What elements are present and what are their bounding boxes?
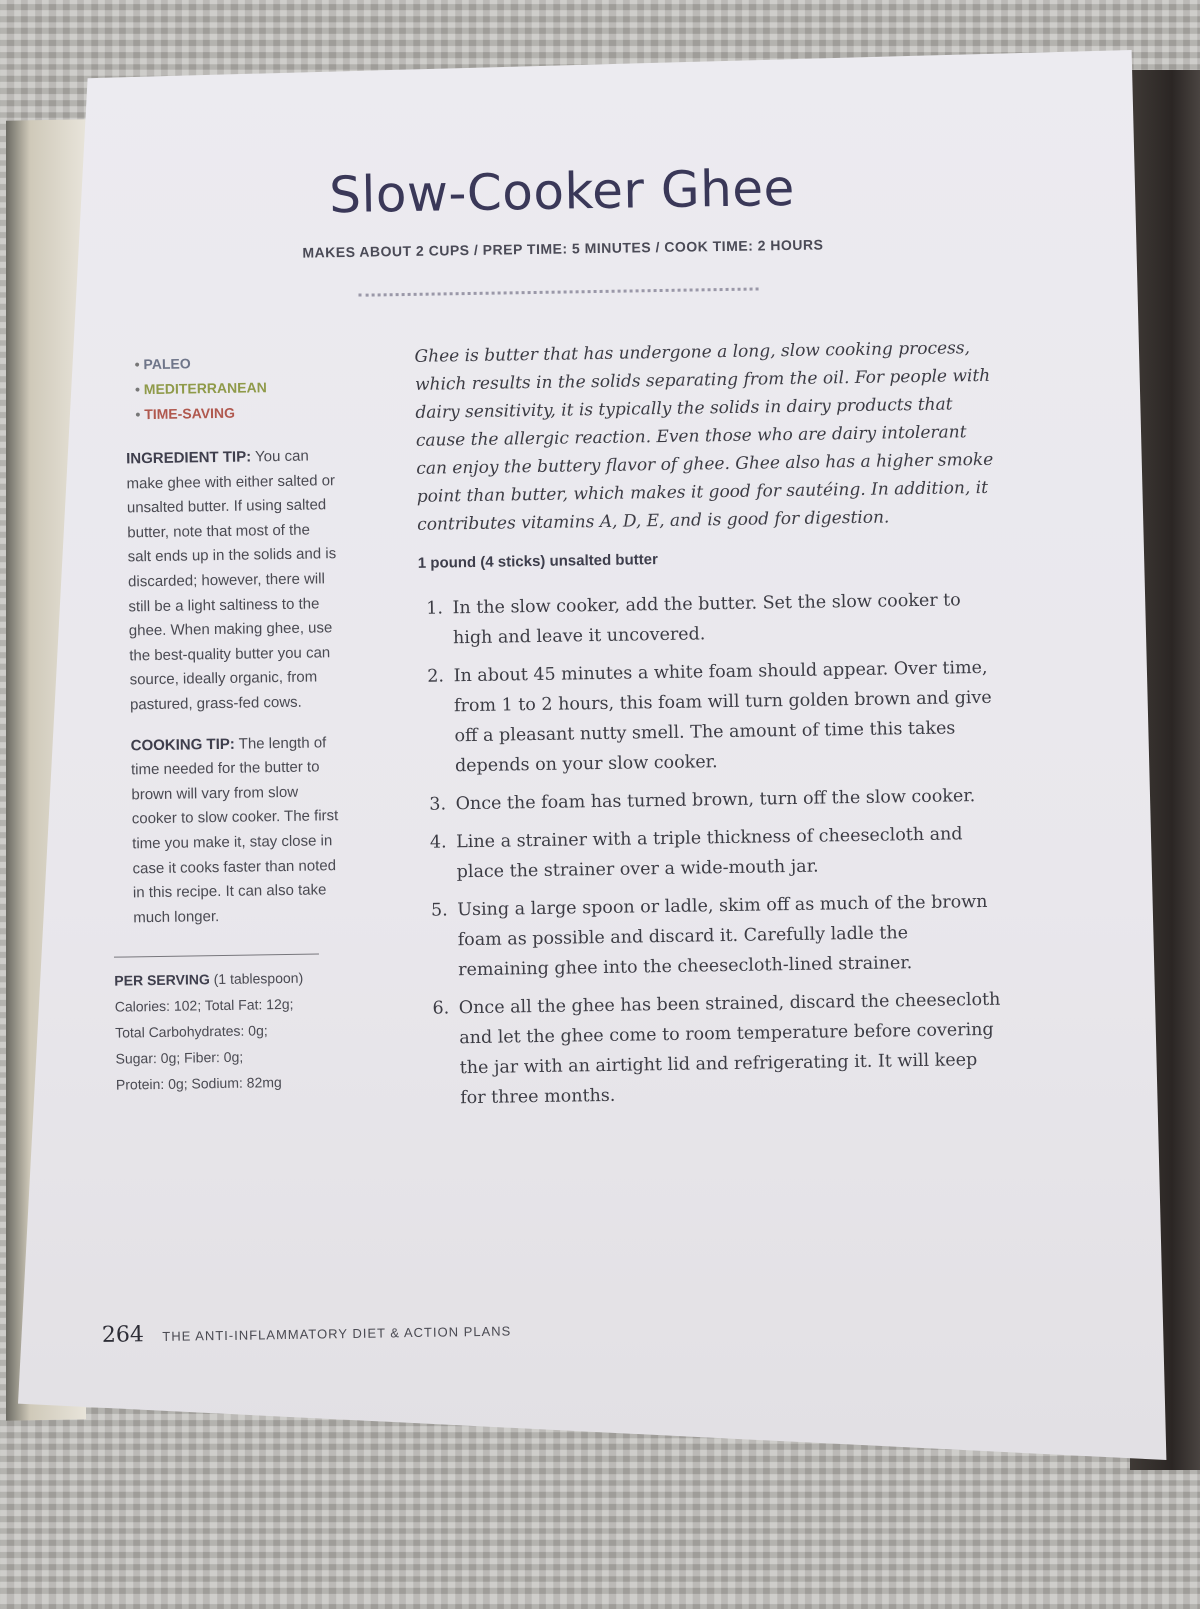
step-item: 1. In the slow cooker, add the butter. Set the slow cooker to high and leave it uncovered.: [448, 585, 999, 654]
step-item: 5. Using a large spoon or ladle, skim off as much of the brown foam as possible and discard it. Carefully ladle the remaining ghee into the cheesecloth-lined strainer.: [453, 887, 1004, 986]
per-serving-label: PER SERVING: [114, 971, 210, 989]
nutrition-line: Calories: 102; Total Fat: 12g;: [114, 996, 294, 1015]
cooking-tip-text: The length of time needed for the butter to brown will vary from slow cooker to slow cooker. The first time you make it, stay close in case it cooks faster than noted in this recipe. It can also take much longer.: [130, 733, 339, 927]
sidebar: [104, 349, 346, 1098]
book-title: THE ANTI-INFLAMMATORY DIET & ACTION PLANS: [162, 1323, 512, 1344]
ingredient-line: 1 pound (4 sticks) unsalted butter: [417, 551, 658, 572]
cooking-tip-label: COOKING TIP:: [130, 735, 235, 754]
ingredient-tip-text: You can make ghee with either salted or unsalted butter. If using salted butter, note that most of the salt ends up in the solids and is discarded; however, there will still be a light saltiness to the ghee. When making ghee, use the best-quality butter you can source, ideally organic, from pastured, grass-fed cows.: [126, 447, 337, 714]
ingredient-tip: [126, 444, 340, 718]
recipe-body: [414, 334, 1006, 1122]
cooking-tip: [130, 731, 343, 931]
step-item: 3. Once the foam has turned brown, turn off the slow cooker.: [451, 781, 1001, 820]
dotted-divider: [359, 287, 759, 296]
nutrition-header: [114, 964, 344, 994]
serving-size: (1 tablespoon): [213, 969, 304, 988]
page-footer: [102, 1316, 512, 1347]
nutrition-info: [114, 964, 346, 1098]
step-item: 6. Once all the ghee has been strained, discard the cheesecloth and let the ghee come to room temperature before covering the jar with an airtight lid and refrigerating it. It will keep for three months.: [455, 985, 1007, 1114]
steps-list: [418, 585, 1006, 1114]
nutrition-line: Sugar: 0g; Fiber: 0g;: [115, 1048, 244, 1067]
page-number: 264: [101, 1322, 145, 1348]
nutrition-line: Total Carbohydrates: 0g;: [115, 1022, 268, 1041]
ingredient-tip-label: INGREDIENT TIP:: [126, 448, 252, 468]
step-item: 4. Line a strainer with a triple thickness of cheesecloth and place the strainer over a wide-mouth jar.: [452, 819, 1003, 888]
nutrition-divider: [114, 954, 319, 958]
tag-time-saving: • TIME-SAVING: [135, 399, 335, 427]
recipe-meta: MAKES ABOUT 2 CUPS / PREP TIME: 5 MINUTES / COOK TIME: 2 HOURS: [302, 236, 824, 261]
tag-paleo: • PALEO: [134, 349, 334, 377]
tag-mediterranean: • MEDITERRANEAN: [135, 374, 335, 402]
nutrition-line: Protein: 0g; Sodium: 82mg: [115, 1074, 282, 1093]
recipe-intro: Ghee is butter that has undergone a long, slow cooking process, which results in the solids separating from the oil. For people with dairy sensitivity, it is typically the solids in dairy products that cause the allergic reaction. Even those who are dairy intolerant can enjoy the buttery flavor of ghee. Ghee also has a higher smoke point than butter, which makes it good for sautéing. In addition, it contributes vitamins A, D, E, and is good for digestion.: [414, 338, 994, 535]
recipe-title: Slow-Cooker Ghee: [328, 158, 796, 225]
step-item: 2. In about 45 minutes a white foam should appear. Over time, from 1 to 2 hours, this foam will turn golden brown and give off a pleasant nutty smell. The amount of time this takes depends on your slow cooker.: [449, 653, 1001, 782]
diet-tags: [134, 349, 335, 427]
